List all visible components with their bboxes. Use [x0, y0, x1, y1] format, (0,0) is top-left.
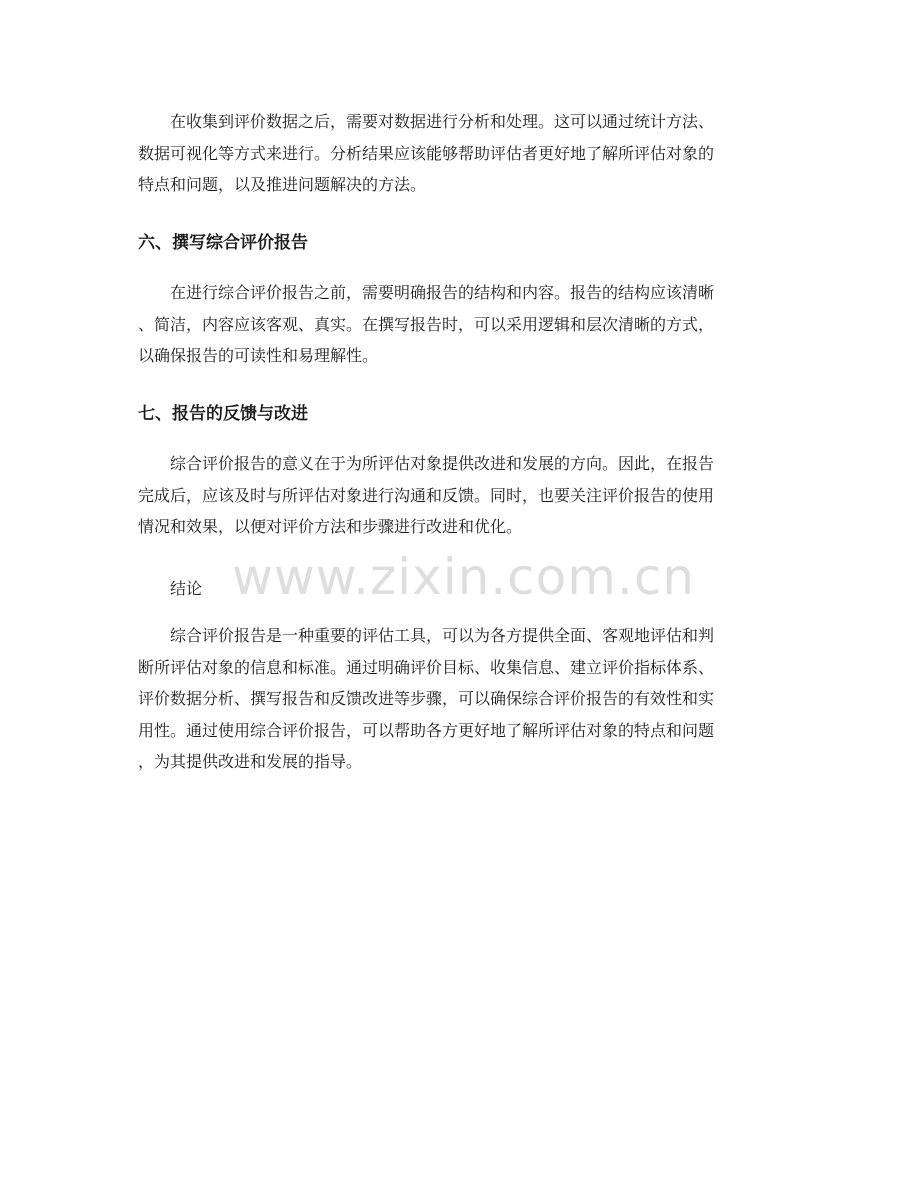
paragraph-line: 断所评估对象的信息和标准。通过明确评价目标、收集信息、建立评价指标体系、	[138, 657, 715, 677]
paragraph-conclusion	[138, 620, 783, 778]
paragraph-line: 以确保报告的可读性和易理解性。	[138, 346, 379, 365]
conclusion-label: 结论	[170, 579, 203, 598]
paragraph-line: 在收集到评价数据之后，需要对数据进行分析和处理。这可以通过统计方法、	[170, 112, 715, 131]
paragraph-line: 综合评价报告是一种重要的评估工具，可以为各方提供全面、客观地评估和判	[170, 626, 715, 645]
paragraph-line: 特点和问题，以及推进问题解决的方法。	[138, 175, 427, 194]
section-heading-7: 七、报告的反馈与改进	[138, 404, 308, 424]
paragraph-line: 在进行综合评价报告之前，需要明确报告的结构和内容。报告的结构应该清晰	[170, 283, 715, 302]
paragraph-line: 完成后，应该及时与所评估对象进行沟通和反馈。同时，也要关注评价报告的使用	[138, 485, 715, 505]
paragraph-data-analysis	[138, 106, 783, 201]
paragraph-line: 、简洁，内容应该客观、真实。在撰写报告时，可以采用逻辑和层次清晰的方式，	[138, 314, 715, 334]
paragraph-line: 用性。通过使用综合评价报告，可以帮助各方更好地了解所评估对象的特点和问题	[138, 720, 715, 740]
paragraph-line: ，为其提供改进和发展的指导。	[138, 752, 363, 771]
paragraph-feedback	[138, 448, 783, 543]
watermark-text: www.zixin.com.cn	[232, 548, 696, 606]
paragraph-line: 综合评价报告的意义在于为所评估对象提供改进和发展的方向。因此，在报告	[170, 454, 715, 473]
paragraph-line: 数据可视化等方式来进行。分析结果应该能够帮助评估者更好地了解所评估对象的	[138, 143, 715, 163]
section-heading-6: 六、撰写综合评价报告	[138, 233, 308, 253]
paragraph-write-report	[138, 277, 783, 372]
paragraph-line: 评价数据分析、撰写报告和反馈改进等步骤，可以确保综合评价报告的有效性和实	[138, 689, 715, 708]
paragraph-line: 情况和效果，以便对评价方法和步骤进行改进和优化。	[138, 517, 523, 536]
